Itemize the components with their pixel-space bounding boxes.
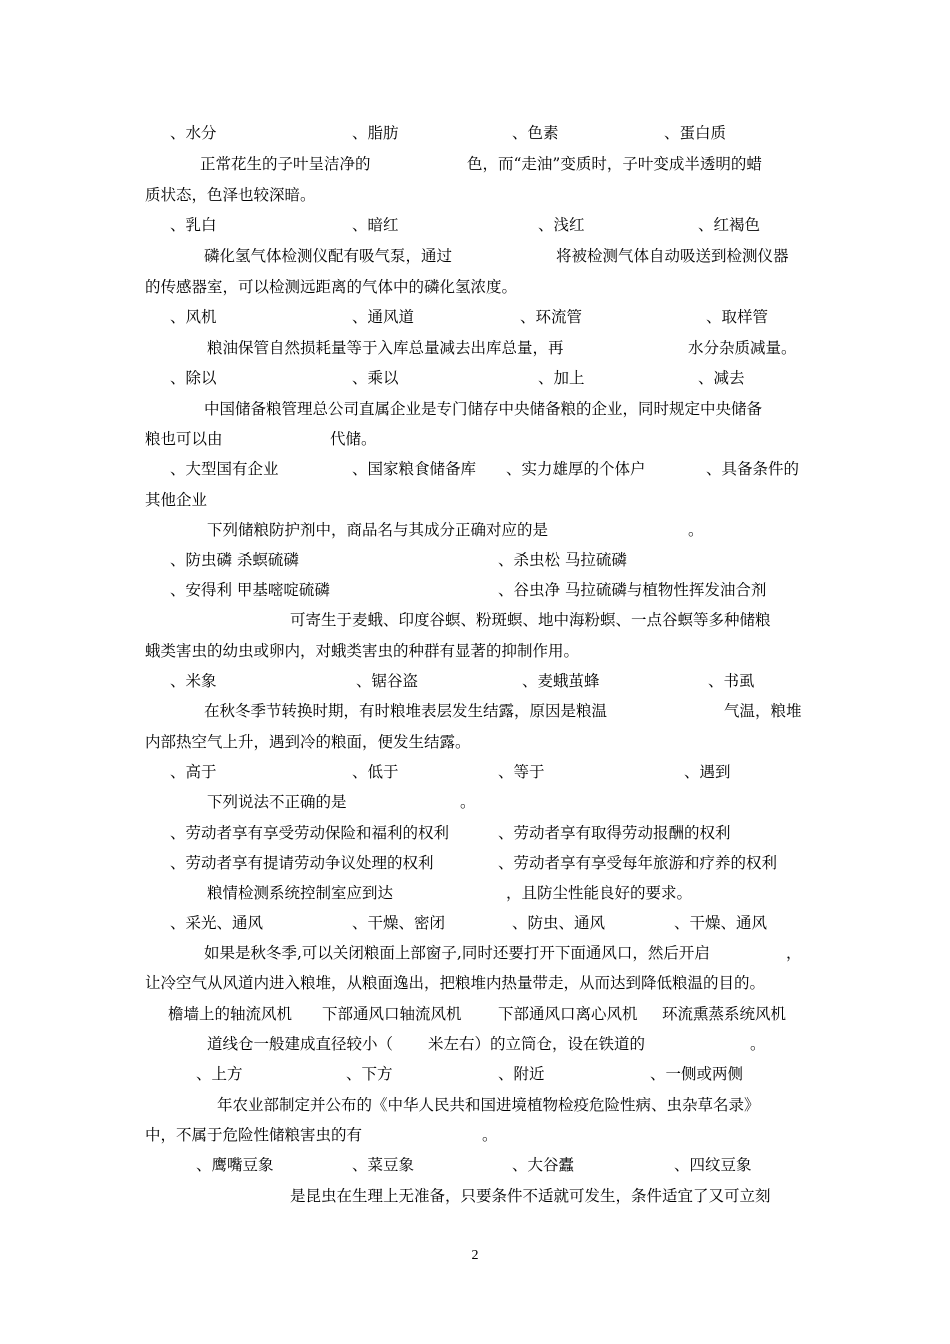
text-line-14-segment-2: 。 [688, 521, 704, 539]
text-line-19-segment-2: 、锯谷盗 [356, 672, 419, 690]
text-line-27-segment-4: 、干燥、通风 [674, 914, 768, 932]
text-line-1-segment-2: 、脂肪 [352, 124, 399, 142]
text-line-2-segment-1: 正常花生的子叶呈洁净的 [200, 155, 371, 173]
text-line-21-segment-1: 内部热空气上升，遇到冷的粮面，便发生结露。 [145, 733, 471, 751]
text-line-35-segment-4: 、四纹豆象 [674, 1156, 752, 1174]
text-line-5-segment-1: 磷化氢气体检测仪配有吸气泵，通过 [204, 247, 453, 265]
text-line-7-segment-4: 、取样管 [706, 308, 769, 326]
text-line-31-segment-3: 。 [750, 1035, 766, 1053]
text-line-3-segment-1: 质状态，色泽也较深暗。 [145, 186, 316, 204]
text-line-15-segment-1: 、防虫磷 杀螟硫磷 [170, 551, 299, 569]
text-line-8-segment-2: 水分杂质减量。 [688, 339, 797, 357]
text-line-14-segment-1: 下列储粮防护剂中，商品名与其成分正确对应的是 [207, 521, 549, 539]
text-line-30-segment-2: 下部通风口轴流风机 [322, 1005, 462, 1023]
text-line-27-segment-1: 、采光、通风 [170, 914, 264, 932]
text-line-13-segment-1: 其他企业 [145, 491, 208, 509]
text-line-32-segment-4: 、一侧或两侧 [650, 1065, 744, 1083]
text-line-26-segment-2: ，且防尘性能良好的要求。 [506, 884, 693, 902]
text-line-35-segment-3: 、大谷蠹 [512, 1156, 575, 1174]
text-line-1-segment-1: 、水分 [170, 124, 217, 142]
text-line-9-segment-4: 、减去 [698, 369, 745, 387]
text-line-9-segment-1: 、除以 [170, 369, 217, 387]
text-line-36-segment-1: 是昆虫在生理上无准备，只要条件不适就可发生，条件适宜了又可立刻 [290, 1187, 771, 1205]
text-line-11-segment-1: 粮也可以由 [145, 430, 223, 448]
text-line-24-segment-1: 、劳动者享有享受劳动保险和福利的权利 [170, 824, 450, 842]
text-line-9-segment-2: 、乘以 [352, 369, 399, 387]
text-line-19-segment-4: 、书虱 [708, 672, 755, 690]
text-line-4-segment-4: 、红褐色 [698, 216, 761, 234]
text-line-7-segment-1: 、风机 [170, 308, 217, 326]
text-line-30-segment-4: 环流熏蒸系统风机 [662, 1005, 787, 1023]
text-line-15-segment-2: 、杀虫松 马拉硫磷 [498, 551, 627, 569]
text-line-17-segment-1: 可寄生于麦蛾、印度谷螟、粉斑螟、地中海粉螟、一点谷螟等多种储粮 [290, 611, 771, 629]
text-line-20-segment-1: 在秋冬季节转换时期，有时粮堆表层发生结露，原因是粮温 [204, 702, 608, 720]
text-line-22-segment-3: 、等于 [498, 763, 545, 781]
text-line-31-segment-2: 米左右）的立筒仓，设在铁道的 [428, 1035, 646, 1053]
text-line-18-segment-1: 蛾类害虫的幼虫或卵内，对蛾类害虫的种群有显著的抑制作用。 [145, 642, 580, 660]
text-line-7-segment-2: 、通风道 [352, 308, 415, 326]
text-line-25-segment-1: 、劳动者享有提请劳动争议处理的权利 [170, 854, 434, 872]
text-line-31-segment-1: 道线仓一般建成直径较小（ [207, 1035, 394, 1053]
text-line-19-segment-3: 、麦蛾茧蜂 [522, 672, 600, 690]
text-line-1-segment-4: 、蛋白质 [664, 124, 727, 142]
text-line-5-segment-2: 将被检测气体自动吸送到检测仪器 [556, 247, 789, 265]
text-line-30-segment-1: 檐墙上的轴流风机 [168, 1005, 293, 1023]
text-line-35-segment-2: 、菜豆象 [352, 1156, 415, 1174]
text-line-11-segment-2: 代储。 [330, 430, 377, 448]
text-line-22-segment-1: 、高于 [170, 763, 217, 781]
text-line-32-segment-1: 、上方 [196, 1065, 243, 1083]
text-line-23-segment-1: 下列说法不正确的是 [207, 793, 347, 811]
text-line-25-segment-2: 、劳动者享有享受每年旅游和疗养的权利 [498, 854, 778, 872]
text-line-16-segment-2: 、谷虫净 马拉硫磷与植物性挥发油合剂 [498, 581, 767, 599]
text-line-2-segment-2: 色，而“走油”变质时，子叶变成半透明的蜡 [467, 155, 762, 173]
text-line-29-segment-1: 让冷空气从风道内进入粮堆，从粮面逸出，把粮堆内热量带走，从而达到降低粮温的目的。 [145, 974, 766, 992]
text-line-32-segment-2: 、下方 [346, 1065, 393, 1083]
text-line-26-segment-1: 粮情检测系统控制室应到达 [207, 884, 394, 902]
text-line-12-segment-3: 、实力雄厚的个体户 [506, 460, 646, 478]
text-line-28-segment-1: 如果是秋冬季,可以关闭粮面上部窗子,同时还要打开下面通风口，然后开启 [204, 944, 710, 962]
text-line-24-segment-2: 、劳动者享有取得劳动报酬的权利 [498, 824, 731, 842]
text-line-4-segment-2: 、暗红 [352, 216, 399, 234]
text-line-33-segment-1: 年农业部制定并公布的《中华人民共和国进境植物检疫危险性病、虫杂草名录》 [217, 1096, 760, 1114]
text-line-22-segment-4: 、遇到 [684, 763, 731, 781]
text-line-28-segment-2: ， [786, 944, 802, 962]
text-line-4-segment-3: 、浅红 [538, 216, 585, 234]
text-line-19-segment-1: 、米象 [170, 672, 217, 690]
text-line-22-segment-2: 、低于 [352, 763, 399, 781]
text-line-8-segment-1: 粮油保管自然损耗量等于入库总量减去出库总量，再 [207, 339, 564, 357]
page-number: 2 [471, 1248, 479, 1263]
text-line-9-segment-3: 、加上 [538, 369, 585, 387]
text-line-4-segment-1: 、乳白 [170, 216, 217, 234]
text-line-12-segment-2: 、国家粮食储备库 [352, 460, 477, 478]
text-line-20-segment-2: 气温，粮堆 [724, 702, 802, 720]
text-line-6-segment-1: 的传感器室，可以检测远距离的气体中的磷化氢浓度。 [145, 278, 518, 296]
text-line-35-segment-1: 、鹰嘴豆象 [196, 1156, 274, 1174]
text-line-12-segment-4: 、具备条件的 [706, 460, 800, 478]
text-line-27-segment-3: 、防虫、通风 [512, 914, 606, 932]
text-line-7-segment-3: 、环流管 [520, 308, 583, 326]
text-line-10-segment-1: 中国储备粮管理总公司直属企业是专门储存中央储备粮的企业，同时规定中央储备 [204, 400, 763, 418]
text-line-27-segment-2: 、干燥、密闭 [352, 914, 446, 932]
text-line-32-segment-3: 、附近 [498, 1065, 545, 1083]
text-line-16-segment-1: 、安得利 甲基嘧啶硫磷 [170, 581, 330, 599]
text-line-30-segment-3: 下部通风口离心风机 [498, 1005, 638, 1023]
text-line-1-segment-3: 、色素 [512, 124, 559, 142]
text-line-34-segment-1: 中，不属于危险性储粮害虫的有 [145, 1126, 363, 1144]
text-line-12-segment-1: 、大型国有企业 [170, 460, 279, 478]
text-line-34-segment-2: 。 [482, 1126, 498, 1144]
text-line-23-segment-2: 。 [460, 793, 476, 811]
